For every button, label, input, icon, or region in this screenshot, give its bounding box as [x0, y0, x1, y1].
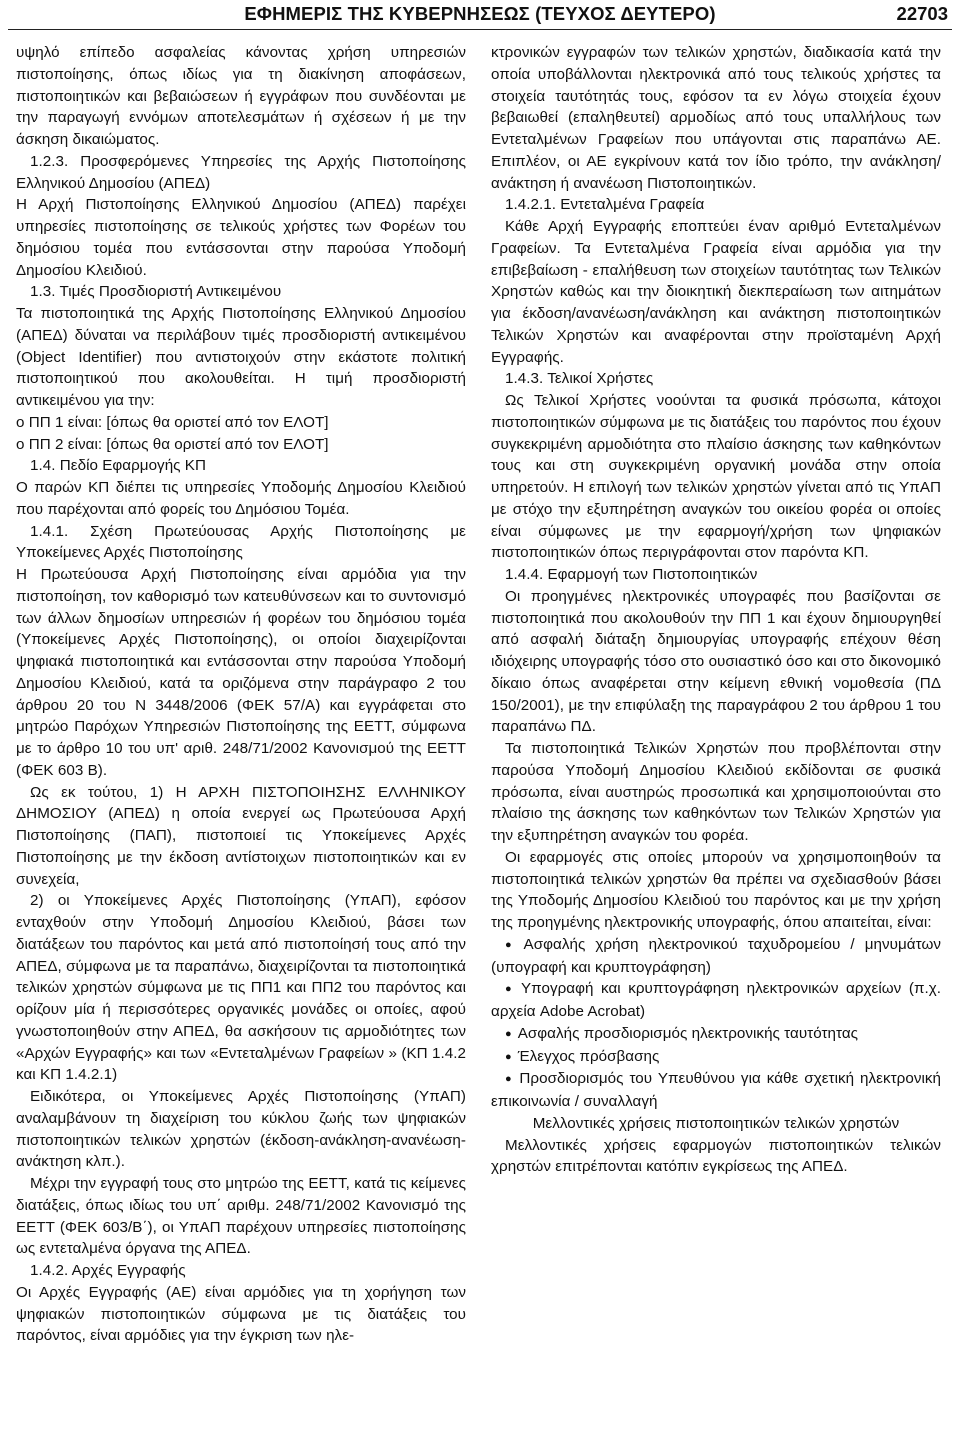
body-paragraph: Ως Τελικοί Χρήστες νοούνται τα φυσικά πρόσωπα, κάτοχοι πιστοποιητικών σύμφωνα με τις διατάξεις του παρόντος που έχουν συγκεκριμένη αρμοδιότητα στο πλαίσιο άσκησης των καθηκόντων τους και στη συγκεκριμένη οργανική μονάδα στην οποία υπηρετούν. Η επιλογή των τελικών χρηστών γίνεται από τις ΥπΑΠ με στόχο την εξυπηρέτηση αναγκών του οικείου φορέα οι οποίες είναι σύμφωνες με την εφαρμογή/χρήση των ψηφιακών πιστοποιητικών όπως περιγράφονται στον παρόντα ΚΠ. — [491, 392, 941, 562]
bullet-item — [491, 978, 941, 1023]
body-paragraph: Η Αρχή Πιστοποίησης Ελληνικού Δημοσίου (ΑΠΕΔ) παρέχει υπηρεσίες πιστοποίησης σε τελικούς χρήστες των Φορέων του δημόσιου τομέα που εντάσσονται στην παρούσα Υποδομή Δημοσίου Κλειδιού. — [16, 196, 466, 279]
body-paragraph: υψηλό επίπεδο ασφαλείας κάνοντας χρήση υπηρεσιών πιστοποίησης, όπως ιδίως για τη διακίνηση αποφάσεων, πιστοποιητικών και βεβαιώσεων ή εγγράφων που συνδέονται με την παραγωγή εννόμων αποτελεσμάτων ή σχέσεων ή με την άσκηση δικαιώματος. — [16, 44, 466, 148]
section-heading: 1.4.1. Σχέση Πρωτεύουσας Αρχής Πιστοποίησης με Υποκείμενες Αρχές Πιστοποίησης — [16, 522, 466, 562]
body-paragraph: κτρονικών εγγραφών των τελικών χρηστών, διαδικασία κατά την οποία υποβάλλονται ηλεκτρονικά από τους τελικούς χρήστες τα στοιχεία ταυτότητάς τους, εφόσον τα εν λόγω στοιχεία έχουν βεβαιωθεί (επαληθευτεί) αρμοδίως από τους υπαλλήλους των Εντεταλμένων Γραφείων που υπάγονται στις παραπάνω ΑΕ. Επιπλέον, οι ΑΕ εγκρίνουν κατά τον ίδιο τρόπο, την ανάκληση/ ανάκτηση ή ανανέωση Πιστοποιητικών. — [491, 44, 941, 192]
section-heading: 1.2.3. Προσφερόμενες Υπηρεσίες της Αρχής Πιστοποίησης Ελληνικού Δημοσίου (ΑΠΕΔ) — [16, 152, 466, 192]
bullet-text: Ασφαλής προσδιορισμός ηλεκτρονικής ταυτότητας — [517, 1024, 859, 1042]
body-paragraph: Οι εφαρμογές στις οποίες μπορούν να χρησιμοποιηθούν τα πιστοποιητικά τελικών χρηστών θα πρέπει να σχεδιασθούν βάσει της Υποδομής Δημοσίου Κλειδιού του παρόντος και με την χρήση της προηγμένης ηλεκτρονικής υπογραφής, όπου απαιτείται, είναι: — [491, 848, 941, 931]
body-paragraph: Τα πιστοποιητικά της Αρχής Πιστοποίησης Ελληνικού Δημοσίου (ΑΠΕΔ) δύναται να περιλάβουν τιμές προσδιοριστή αντικειμένου (Object Identifier) που αντιστοιχούν στην εκάστοτε πολιτική πιστοποιητικού που ακολουθείται. Η τιμή προσδιοριστή αντικειμένου για την: — [16, 305, 466, 409]
bullet-item — [491, 934, 941, 979]
section-heading: 1.3. Τιμές Προσδιοριστή Αντικειμένου — [30, 283, 282, 301]
body-paragraph: Η Πρωτεύουσα Αρχή Πιστοποίησης είναι αρμόδια για την πιστοποίηση, τον καθορισμό των κατευθύνσεων και το συντονισμό των άλλων δημοσίων υπηρεσιών ή φορέων του δημόσιου τομέα (Υποκείμενες Αρχές Πιστοποίησης), οι οποίοι διαχειρίζονται ψηφιακά πιστοποιητικά και εντάσσονται στην παρούσα Υποδομή Δημοσίου Κλειδιού, κατά τα οριζόμενα στην παράγραφο 2 του άρθρου 20 του Ν 3448/2006 (ΦΕΚ 57/Α) και εγγράφεται στο μητρώο Παρόχων Υπηρεσιών Πιστοποίησης της ΕΕΤΤ, σύμφωνα με το άρθρο 10 του υπ' αριθ. 248/71/2002 Κανονισμού της ΕΕΤΤ (ΦΕΚ 603 Β). — [16, 566, 466, 779]
right-column — [491, 42, 941, 1178]
body-paragraph: 2) οι Υποκείμενες Αρχές Πιστοποίησης (ΥπΑΠ), εφόσον ενταχθούν στην Υποδομή Δημοσίου Κλειδιού, βάσει των διατάξεων του παρόντος και μετά από πιστοποίησή τους από την ΑΠΕΔ, σύμφωνα με τα παραπάνω, διαχειρίζονται τα πιστοποιητικά τελικών χρηστών σύμφωνα με τις ΠΠ1 και ΠΠ2 του παρόντος και ορίζουν μία ή περισσότερες οργανικές μονάδες οι οποίες, αφού γνωστοποιηθούν στην ΑΠΕΔ, θα ασκήσουν τις αρμοδιότητες των «Αρχών Εγγραφής» και των «Εντεταλμένων Γραφείων » (ΚΠ 1.4.2 και ΚΠ 1.4.2.1) — [16, 892, 466, 1084]
bullet-icon — [505, 980, 521, 997]
bullet-item — [491, 1068, 941, 1113]
section-heading: 1.4.3. Τελικοί Χρήστες — [505, 370, 654, 388]
body-paragraph: ο ΠΠ 2 είναι: [όπως θα οριστεί από τον ΕΛΟΤ] — [16, 435, 329, 453]
body-paragraph: Κάθε Αρχή Εγγραφής εποπτεύει έναν αριθμό Εντεταλμένων Γραφείων. Τα Εντεταλμένα Γραφεία είναι αρμόδια για την επιβεβαίωση - επαλήθευση των στοιχείων ταυτότητας των Τελικών Χρηστών καθώς και την διοικητική διεκπεραίωση των αιτημάτων για έκδοση/ανανέωση/ανάκληση και ανάκτηση πιστοποιητικών Τελικών Χρηστών και αναφέρονται στην προϊσταμένη Αρχή Εγγραφής. — [491, 218, 941, 366]
bullet-icon — [505, 1048, 518, 1065]
page-header — [8, 0, 952, 30]
section-heading: 1.4.4. Εφαρμογή των Πιστοποιητικών — [505, 566, 758, 583]
section-heading: 1.4. Πεδίο Εφαρμογής ΚΠ — [30, 457, 206, 475]
bullet-icon — [505, 1070, 519, 1087]
body-paragraph: Ο παρών ΚΠ διέπει τις υπηρεσίες Υποδομής Δημοσίου Κλειδιού που παρέχονται από φορείς του Δημόσιου Τομέα. — [16, 479, 466, 518]
body-paragraph: ο ΠΠ 1 είναι: [όπως θα οριστεί από τον ΕΛΟΤ] — [16, 413, 329, 431]
bullet-item — [491, 1046, 941, 1069]
section-heading: 1.4.2. Αρχές Εγγραφής — [30, 1262, 186, 1279]
body-paragraph: Ειδικότερα, οι Υποκείμενες Αρχές Πιστοποίησης (ΥπΑΠ) αναλαμβάνουν τη διαχείριση του κύκλου ζωής των ψηφιακών πιστοποιητικών τελικών χρηστών (έκδοση-ανάκληση-ανανέωση-ανάκτηση κλπ.). — [16, 1088, 466, 1171]
section-heading: 1.4.2.1. Εντεταλμένα Γραφεία — [505, 196, 705, 214]
body-paragraph: Μελλοντικές χρήσεις εφαρμογών πιστοποιητικών τελικών χρηστών επιτρέπονται κατόπιν εγκρίσεως της ΑΠΕΔ. — [491, 1136, 941, 1176]
bullet-text: Ασφαλής χρήση ηλεκτρονικού ταχυδρομείου / μηνυμάτων (υπογραφή και κρυπτογράφηση) — [491, 935, 941, 976]
bullet-text: Έλεγχος πρόσβασης — [517, 1047, 660, 1065]
gazette-title: ΕΦΗΜΕΡΙΣ ΤΗΣ ΚΥΒΕΡΝΗΣΕΩΣ (ΤΕΥΧΟΣ ΔΕΥΤΕΡΟ) — [244, 3, 716, 24]
bullet-text: Προσδιορισμός του Υπευθύνου για κάθε σχετική ηλεκτρονική επικοινωνία / συναλλαγή — [491, 1070, 941, 1110]
left-column — [16, 42, 466, 1347]
centered-heading: Μελλοντικές χρήσεις πιστοποιητικών τελικών χρηστών — [532, 1114, 900, 1132]
bullet-icon — [505, 936, 524, 953]
body-paragraph: Οι Αρχές Εγγραφής (ΑΕ) είναι αρμόδιες για τη χορήγηση των ψηφιακών πιστοποιητικών σύμφωνα με τις διατάξεις του παρόντος, είναι αρμόδιες για την έγκριση των ηλε- — [16, 1283, 466, 1345]
page-number: 22703 — [896, 3, 948, 24]
body-paragraph: Μέχρι την εγγραφή τους στο μητρώο της ΕΕΤΤ, κατά τις κείμενες διατάξεις, όπως ιδίως του υπ΄ αριθμ. 248/71/2002 Κανονισμό της ΕΕΤΤ (ΦΕΚ 603/Β΄), οι ΥπΑΠ παρέχουν υπηρεσίες πιστοποίησης ως εντεταλμένα όργανα της ΑΠΕΔ. — [16, 1175, 466, 1258]
body-paragraph: Τα πιστοποιητικά Τελικών Χρηστών που προβλέπονται στην παρούσα Υποδομή Δημοσίου Κλειδιού εκδίδονται σε φυσικά πρόσωπα, είναι αυστηρώς προσωπικά και χρησιμοποιούνται στο πλαίσιο της άσκησης των καθηκόντων των Τελικών Χρηστών για την εξυπηρέτηση αναγκών του φορέα. — [491, 740, 941, 844]
body-paragraph: Ως εκ τούτου, 1) Η ΑΡΧΗ ΠΙΣΤΟΠΟΙΗΣΗΣ ΕΛΛΗΝΙΚΟΥ ΔΗΜΟΣΙΟΥ (ΑΠΕΔ) η οποία ενεργεί ως Πρωτεύουσα Αρχή Πιστοποίησης (ΠΑΠ), πιστοποιεί τις Υποκείμενες Αρχές Πιστοποίησης με την έκδοση αντίστοιχων πιστοποιητικών και εν συνεχεία, — [16, 783, 466, 888]
body-paragraph: Οι προηγμένες ηλεκτρονικές υπογραφές που βασίζονται σε πιστοποιητικά που ακολουθούν την ΠΠ 1 και έχουν δημιουργηθεί από ασφαλή διάταξη δημιουργίας υπογραφής επέχουν θέση ιδιόχειρης υπογραφής τόσο στο ουσιαστικό όσο και στο δικονομικό δίκαιο όπως αναφέρεται στην κείμενη εθνική νομοθεσία (ΠΔ 150/2001), με την επιφύλαξη της παραγράφου 2 του άρθρου 1 του παραπάνω ΠΔ. — [491, 587, 941, 736]
bullet-icon — [505, 1025, 518, 1042]
bullet-text: Υπογραφή και κρυπτογράφηση ηλεκτρονικών αρχείων (π.χ. αρχεία Adobe Acrobat) — [491, 980, 941, 1020]
header-divider — [8, 29, 952, 30]
bullet-item — [491, 1023, 941, 1046]
